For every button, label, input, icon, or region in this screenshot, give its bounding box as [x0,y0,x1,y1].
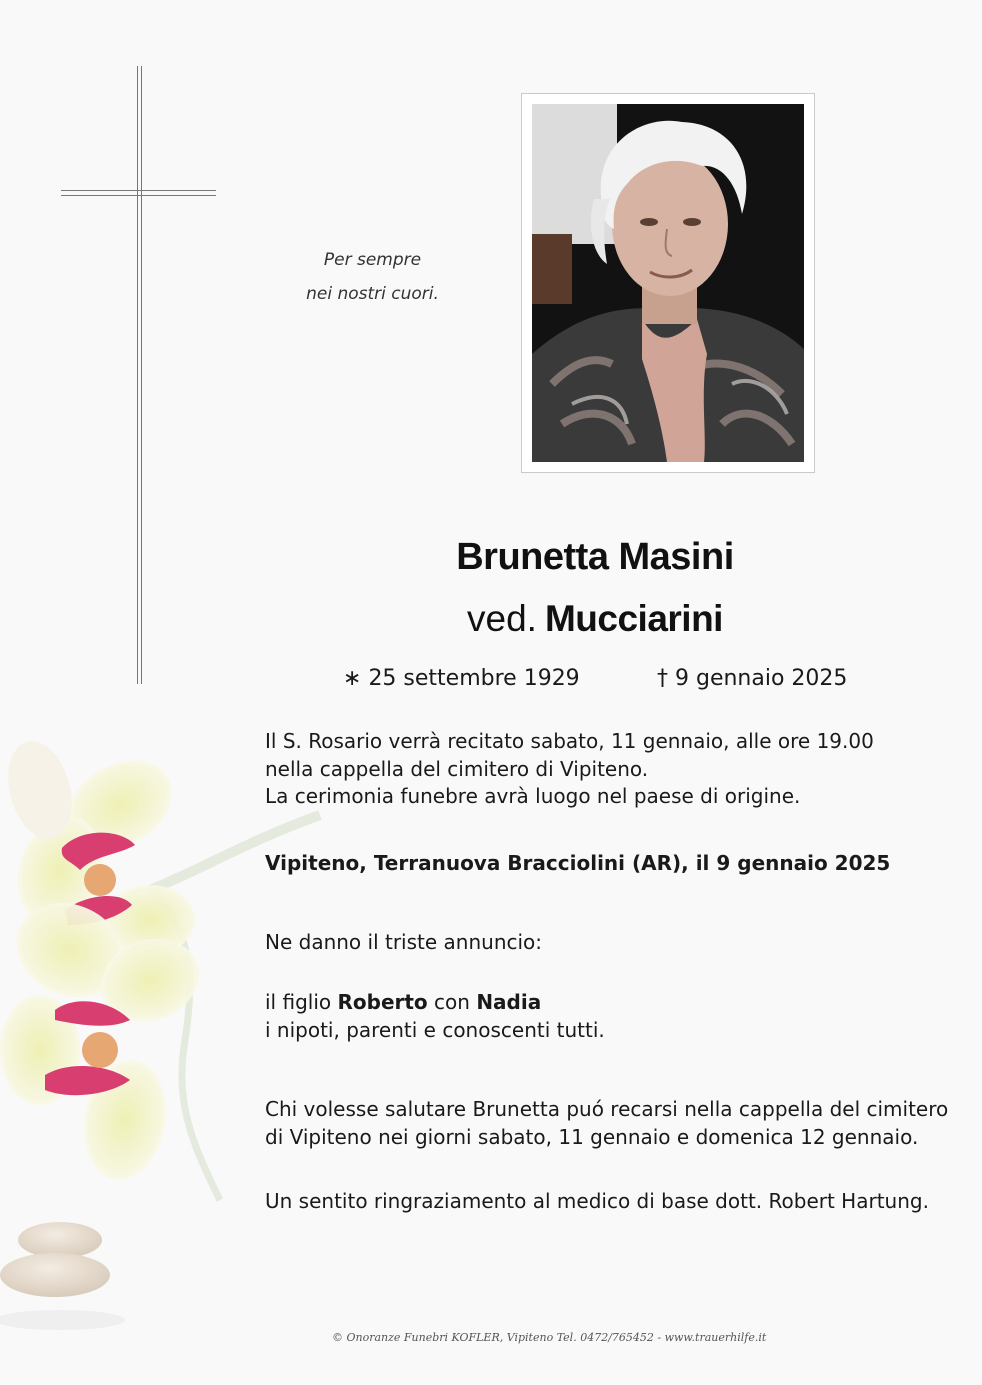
cross-horizontal-line [61,190,216,191]
visitation-line: di Vipiteno nei giorni sabato, 11 gennaio e domenica 12 gennaio. [265,1124,919,1149]
announcement-line: La cerimonia funebre avrà luogo nel paese di origine. [265,784,801,808]
announcement [265,728,874,811]
birth-date-text: 25 settembre 1929 [368,666,580,691]
portrait-frame [521,93,815,473]
motto [300,243,445,311]
married-prefix: ved. [467,598,537,639]
footer-credit: © Onoranze Funebri KOFLER, Vipiteno Tel. 0472/765452 - www.trauerhilfe.it [332,1331,767,1344]
visitation [265,1096,948,1151]
motto-line: Per sempre [323,250,422,270]
death-date [657,666,847,691]
orchid-decoration [0,720,330,1385]
death-cross-icon: † [657,666,668,691]
married-surname: Mucciarini [544,598,723,639]
birth-date [343,666,580,691]
death-date-text: 9 gennaio 2025 [675,666,848,691]
place-date: Vipiteno, Terranuova Bracciolini (AR), il 9 gennaio 2025 [265,851,891,875]
deceased-name: Brunetta Masini [456,536,734,578]
portrait-photo [532,104,804,462]
announcement-line: Il S. Rosario verrà recitato sabato, 11 gennaio, alle ore 19.00 [265,729,874,753]
cross-vertical-line [137,66,138,684]
announcement-line: nella cappella del cimitero di Vipiteno. [265,756,649,781]
mourner-son: Roberto [337,990,428,1014]
thanks-note: Un sentito ringraziamento al medico di base dott. Robert Hartung. [265,1189,929,1213]
motto-line: nei nostri cuori. [306,284,439,304]
mourners-text: il figlio [265,990,332,1014]
mourners-intro: Ne danno il triste annuncio: [265,930,543,954]
mourners-list [265,989,605,1044]
mourners-line [265,989,605,1017]
mourners-text: con [434,990,470,1014]
visitation-line: Chi volesse salutare Brunetta puó recarsi nella cappella del cimitero [265,1097,949,1121]
married-name-line [300,598,890,640]
cross-horizontal-line [61,195,216,196]
mourners-line: i nipoti, parenti e conoscenti tutti. [265,1017,605,1042]
mourner-partner: Nadia [476,990,542,1014]
cross-vertical-line [141,66,142,684]
birth-star-icon: ∗ [343,666,362,691]
